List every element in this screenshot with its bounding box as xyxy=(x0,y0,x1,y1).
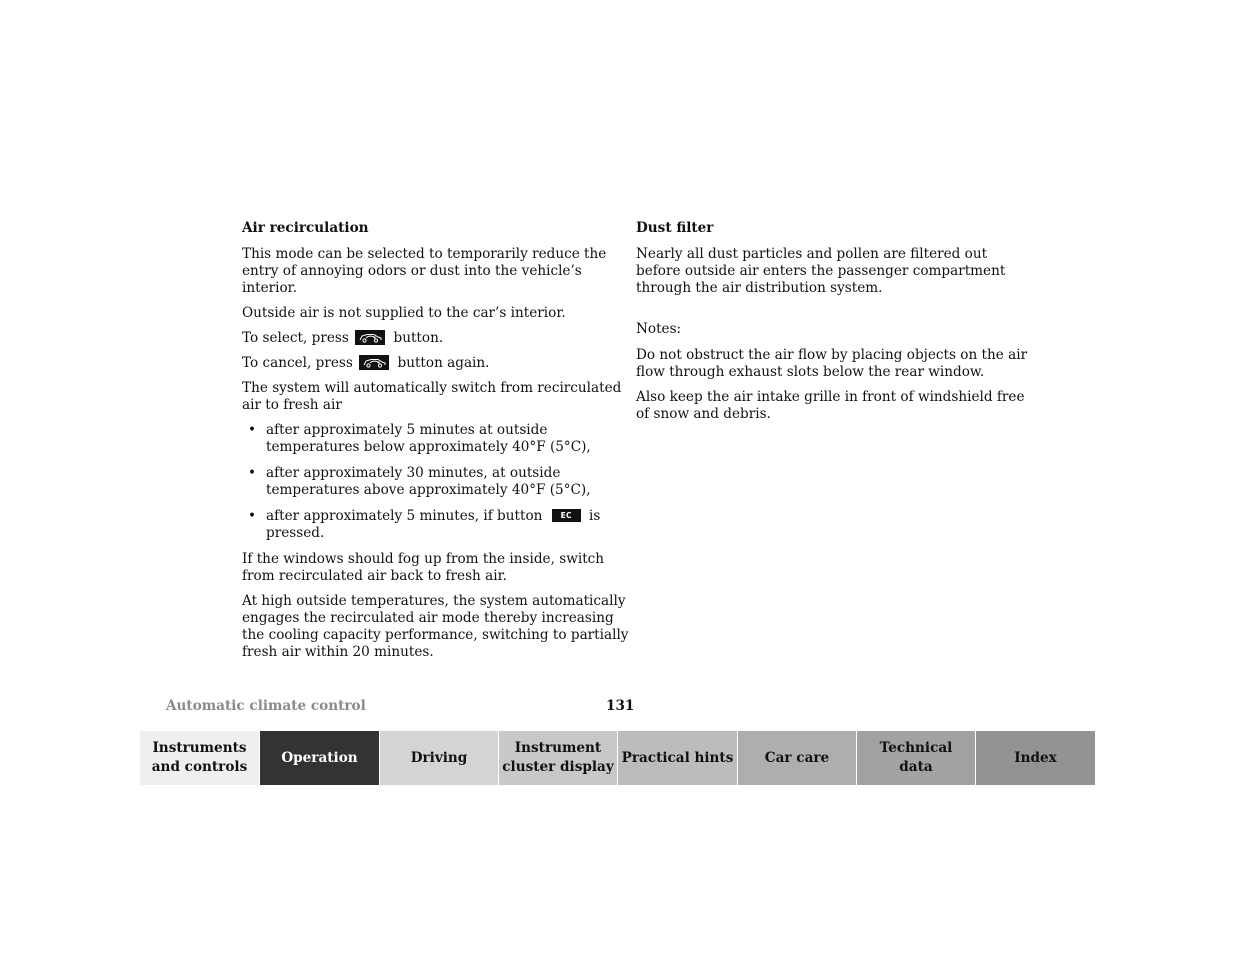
auto-switch-conditions xyxy=(242,422,604,542)
tab-car-care[interactable] xyxy=(738,731,857,785)
text-line: pressed. xyxy=(266,525,325,541)
tab-label: Index xyxy=(1014,749,1057,766)
right-column xyxy=(636,220,1028,431)
cancel-text-end: button again. xyxy=(397,355,490,371)
tab-label: Instrument xyxy=(514,740,602,756)
tab-label: Operation xyxy=(281,749,358,766)
text-line: flow through exhaust slots below the rear window. xyxy=(636,364,985,380)
bullet-icon: • xyxy=(248,465,257,481)
note-air-intake xyxy=(636,389,1025,423)
section-title: Automatic climate control xyxy=(166,698,366,714)
text-line: before outside air enters the passenger compartment xyxy=(636,263,1006,279)
select-text-end: button. xyxy=(393,330,444,346)
text-line: entry of annoying odors or dust into the vehicle’s xyxy=(242,263,582,279)
notes-label: Notes: xyxy=(636,321,682,337)
text-line: engages the recirculated air mode thereby increasing xyxy=(242,610,614,626)
text-line: Nearly all dust particles and pollen are filtered out xyxy=(636,246,988,262)
tab-instruments-and-controls[interactable] xyxy=(140,731,260,785)
air-recirculation-heading: Air recirculation xyxy=(242,220,369,236)
text-line: through the air distribution system. xyxy=(636,280,883,296)
left-column xyxy=(242,220,629,669)
tab-label: Instruments xyxy=(152,740,247,756)
select-instruction xyxy=(242,330,604,347)
text-line: Also keep the air intake grille in front of windshield free xyxy=(636,389,1025,405)
list-item xyxy=(242,508,604,542)
tab-index[interactable] xyxy=(976,731,1095,785)
text-line: This mode can be selected to temporarily reduce the xyxy=(242,246,607,262)
text-line: fresh air within 20 minutes. xyxy=(242,644,434,660)
cancel-instruction xyxy=(242,355,604,372)
text-line: after approximately 30 minutes, at outside xyxy=(266,465,561,481)
recirculation-car-icon xyxy=(359,355,389,370)
text-line: At high outside temperatures, the system automatically xyxy=(242,593,626,609)
tab-label: and controls xyxy=(151,759,248,775)
chapter-tabs xyxy=(140,731,1095,785)
ec-button-icon: EC xyxy=(552,509,581,522)
bullet3-text-end: is xyxy=(589,508,601,524)
bullet-icon: • xyxy=(248,508,257,524)
outside-air-note: Outside air is not supplied to the car’s interior. xyxy=(242,305,566,321)
high-temperature-paragraph xyxy=(242,593,629,661)
tab-label: Practical hints xyxy=(621,749,734,766)
tab-label: Driving xyxy=(410,749,468,766)
text-line: after approximately 5 minutes at outside xyxy=(266,422,548,438)
page-number: 131 xyxy=(606,698,635,714)
dust-filter-intro xyxy=(636,246,1006,297)
bullet-icon: • xyxy=(248,422,257,438)
tab-label: Technical xyxy=(879,740,953,756)
tab-driving[interactable] xyxy=(380,731,499,785)
tab-technical-data[interactable] xyxy=(857,731,976,785)
text-line: If the windows should fog up from the inside, switch xyxy=(242,551,605,567)
list-item xyxy=(242,465,604,499)
recirculation-car-icon xyxy=(355,330,385,345)
tab-label: Car care xyxy=(764,749,830,766)
text-line: The system will automatically switch from recirculated xyxy=(242,380,622,396)
fog-paragraph xyxy=(242,551,604,585)
recirculation-intro xyxy=(242,246,607,297)
text-line: the cooling capacity performance, switching to partially xyxy=(242,627,629,643)
tab-label: cluster display xyxy=(502,759,614,775)
text-line xyxy=(266,508,604,525)
tab-instrument-cluster-display[interactable] xyxy=(499,731,618,785)
bullet3-text: after approximately 5 minutes, if button xyxy=(266,508,543,524)
text-line: Do not obstruct the air flow by placing objects on the air xyxy=(636,347,1028,363)
text-line: temperatures below approximately 40°F (5°C), xyxy=(266,439,591,455)
dust-filter-heading: Dust filter xyxy=(636,220,714,236)
tab-operation[interactable] xyxy=(260,731,380,785)
tab-practical-hints[interactable] xyxy=(618,731,738,785)
select-text: To select, press xyxy=(242,330,349,346)
cancel-text: To cancel, press xyxy=(242,355,353,371)
tab-label: data xyxy=(899,759,933,775)
list-item xyxy=(242,422,604,456)
text-line: of snow and debris. xyxy=(636,406,771,422)
auto-switch-paragraph xyxy=(242,380,622,414)
text-line: temperatures above approximately 40°F (5°C), xyxy=(266,482,591,498)
text-line: interior. xyxy=(242,280,297,296)
text-line: air to fresh air xyxy=(242,397,342,413)
note-air-flow xyxy=(636,347,1028,381)
text-line: from recirculated air back to fresh air. xyxy=(242,568,507,584)
